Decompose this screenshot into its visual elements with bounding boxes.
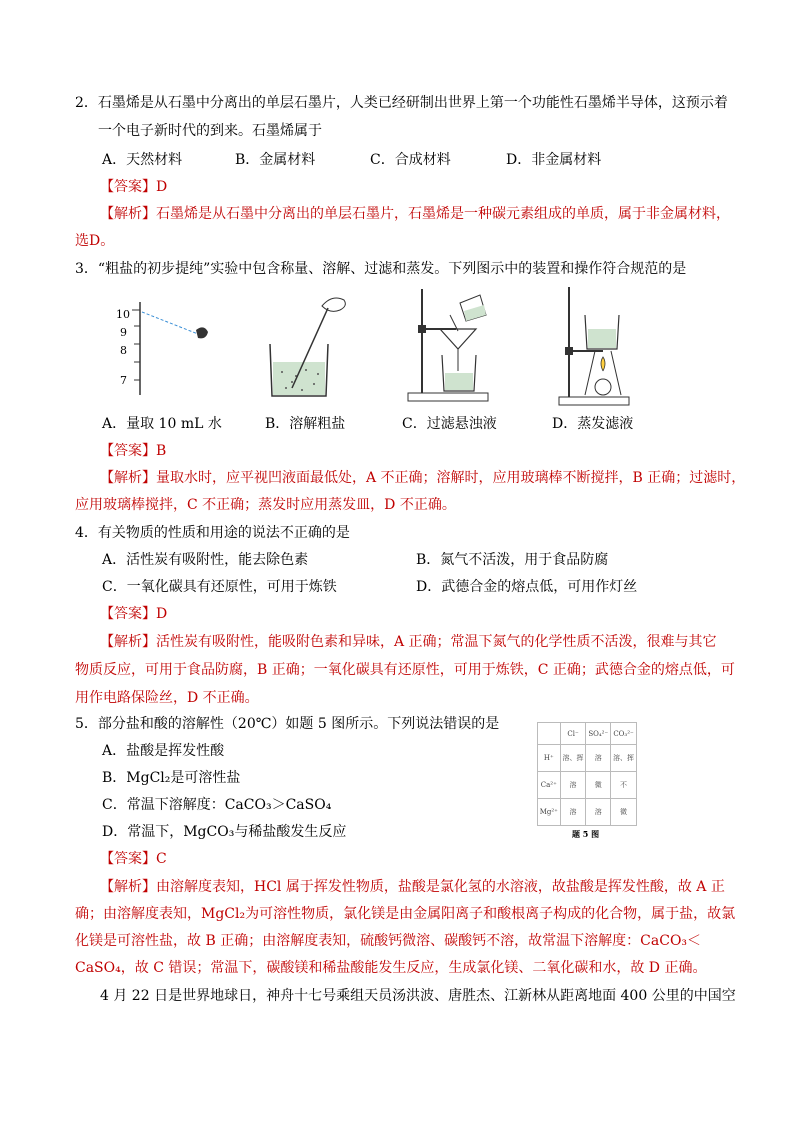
- table-cell: [538, 723, 561, 745]
- q3-answer: 【答案】B: [100, 443, 167, 459]
- q2-stem-line1: 2．石墨烯是从石墨中分离出的单层石墨片，人类已经研制出世界上第一个功能性石墨烯半导体，这预示着: [75, 95, 728, 111]
- figure-caption: 题 5 图: [572, 829, 600, 839]
- table-cell: 溶: [586, 745, 611, 772]
- q5-explain-line3: 化镁是可溶性盐，故 B 正确；由溶解度表知，硫酸钙微溶、碳酸钙不溶，故常温下溶解度：CaCO₃＜: [75, 933, 702, 949]
- q2-option-c: C．合成材料: [370, 152, 451, 168]
- table-cell: 溶: [560, 772, 586, 799]
- q4-stem: 4．有关物质的性质和用途的说法不正确的是: [75, 525, 350, 541]
- q4-option-c: C．一氧化碳具有还原性，可用于炼铁: [102, 579, 337, 595]
- table-cell: 溶: [586, 799, 611, 826]
- table-cell: 溶、挥: [611, 745, 637, 772]
- q3-option-b: B．溶解粗盐: [265, 416, 346, 432]
- figure-b-beaker-stirring: [262, 292, 352, 402]
- table-cell: 微: [611, 799, 637, 826]
- figure-c-filtration: [400, 285, 510, 405]
- q5-stem: 5．部分盐和酸的溶解性（20℃）如题 5 图所示。下列说法错误的是: [75, 716, 500, 732]
- q3-explain-line1: 【解析】量取水时，应平视凹液面最低处，A 不正确；溶解时，应用玻璃棒不断搅拌，B 正确；过滤时，: [100, 470, 746, 486]
- table-cell: SO₄²⁻: [586, 723, 611, 745]
- q3-option-c: C．过滤悬浊液: [402, 416, 497, 432]
- q5-option-a: A．盐酸是挥发性酸: [102, 743, 225, 759]
- passage-intro: 4 月 22 日是世界地球日，神舟十七号乘组天员汤洪波、唐胜杰、江新林从距离地面 400 公里的中国空: [100, 988, 736, 1004]
- table-cell: Mg²⁺: [538, 799, 561, 826]
- q3-option-a: A．量取 10 mL 水: [102, 416, 222, 432]
- q5-explain-line1: 【解析】由溶解度表知，HCl 属于挥发性物质，盐酸是氯化氢的水溶液，故盐酸是挥发性酸，故 A 正: [100, 879, 725, 895]
- q4-explain-line2: 物质反应，可用于食品防腐，B 正确；一氧化碳具有还原性，可用于炼铁，C 正确；武德合金的熔点低，可: [75, 662, 735, 678]
- table-cell: H⁺: [538, 745, 561, 772]
- q2-answer: 【答案】D: [100, 179, 168, 195]
- table-row: [538, 772, 637, 799]
- cyl-mark-9: 9: [120, 326, 127, 339]
- q2-option-b: B．金属材料: [235, 152, 316, 168]
- cyl-mark-10: 10: [116, 308, 130, 321]
- figure-a-graduated-cylinder: [110, 300, 220, 400]
- table-cell: 溶: [560, 799, 586, 826]
- q4-explain-line3: 用作电路保险丝，D 不正确。: [75, 690, 259, 706]
- table-row: [538, 745, 637, 772]
- q3-option-d: D．蒸发滤液: [552, 416, 634, 432]
- q5-option-b: B．MgCl₂是可溶性盐: [102, 770, 241, 786]
- cyl-mark-8: 8: [120, 344, 127, 357]
- q3-explain-line2: 应用玻璃棒搅拌，C 不正确；蒸发时应用蒸发皿，D 不正确。: [75, 497, 456, 513]
- q4-option-b: B．氮气不活泼，用于食品防腐: [416, 552, 609, 568]
- table-header-row: [538, 723, 637, 745]
- q3-stem: 3．“粗盐的初步提纯”实验中包含称量、溶解、过滤和蒸发。下列图示中的装置和操作符合规范的是: [75, 261, 687, 277]
- q2-explain-line1: 【解析】石墨烯是从石墨中分离出的单层石墨片，石墨烯是一种碳元素组成的单质，属于非金属材料，: [100, 206, 730, 222]
- q5-explain-line2: 确；由溶解度表知，MgCl₂为可溶性物质，氯化镁是由金属阳离子和酸根离子构成的化合物，属于盐，故氯: [75, 906, 736, 922]
- table-cell: CO₃²⁻: [611, 723, 637, 745]
- table-cell: 溶、挥: [560, 745, 586, 772]
- q4-answer: 【答案】D: [100, 606, 168, 622]
- q4-option-d: D．武德合金的熔点低，可用作灯丝: [416, 579, 638, 595]
- cyl-mark-7: 7: [120, 374, 127, 387]
- q2-stem-line2: 一个电子新时代的到来。石墨烯属于: [98, 123, 322, 139]
- q2-option-a: A．天然材料: [102, 152, 183, 168]
- q5-answer: 【答案】C: [100, 851, 167, 867]
- table-cell: 微: [586, 772, 611, 799]
- solubility-table: [537, 722, 637, 826]
- table-cell: Cl⁻: [560, 723, 586, 745]
- q4-option-a: A．活性炭有吸附性，能去除色素: [102, 552, 309, 568]
- q2-option-d: D．非金属材料: [506, 152, 602, 168]
- q2-explain-line2: 选D。: [75, 233, 115, 249]
- figure-d-evaporation: [555, 285, 645, 410]
- q4-explain-line1: 【解析】活性炭有吸附性，能吸附色素和异味，A 正确；常温下氮气的化学性质不活泼，很难与其它: [100, 634, 717, 650]
- q5-option-d: D．常温下，MgCO₃与稀盐酸发生反应: [102, 824, 347, 840]
- q5-explain-line4: CaSO₄，故 C 错误；常温下，碳酸镁和稀盐酸能发生反应，生成氯化镁、二氧化碳和水，故 D 正确。: [75, 960, 707, 976]
- table-cell: Ca²⁺: [538, 772, 561, 799]
- table-row: [538, 799, 637, 826]
- table-cell: 不: [611, 772, 637, 799]
- q5-option-c: C．常温下溶解度：CaCO₃＞CaSO₄: [102, 797, 332, 813]
